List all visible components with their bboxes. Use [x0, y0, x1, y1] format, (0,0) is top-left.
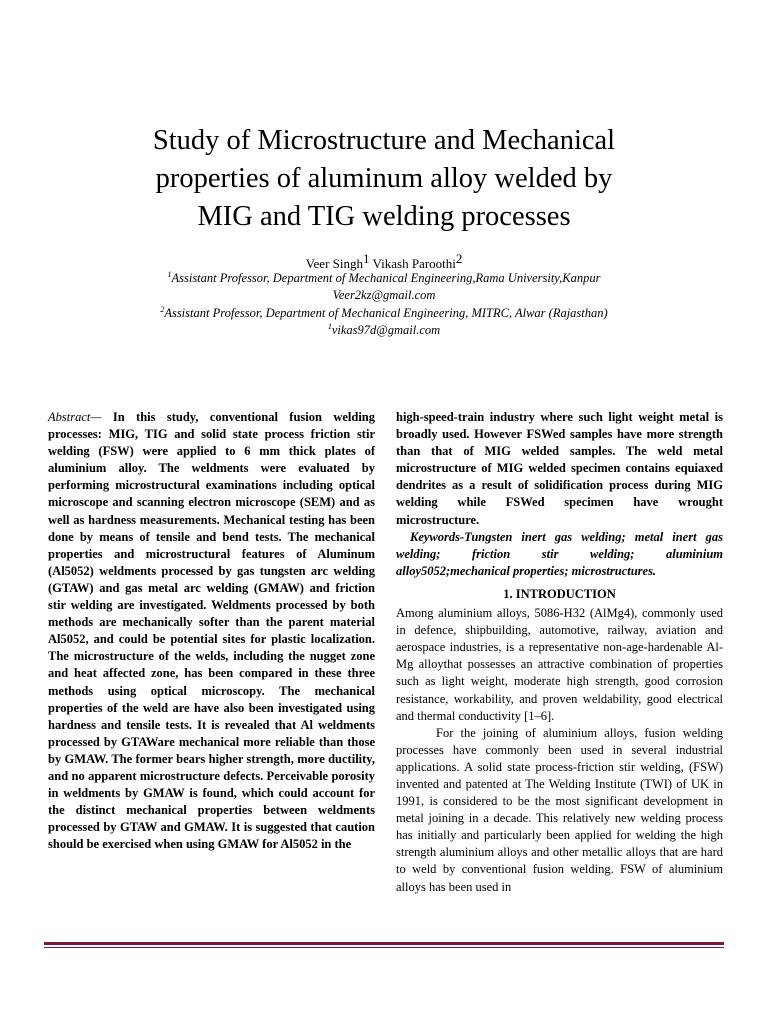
email-text: vikas97d@gmail.com	[331, 323, 441, 337]
abstract-paragraph	[48, 409, 375, 853]
abstract-continuation: high-speed-train industry where such light weight metal is broadly used. However FSWed samples have more strength than that of MIG welded samples. The weld metal microstructure of MIG welded specimen contains equiaxed dendrites as a result of solidification process during MIG welding while FSWed specimen have wrought microstructure.	[396, 410, 723, 527]
affiliation-superscript: 1	[167, 270, 172, 279]
author-superscript: 2	[455, 251, 463, 266]
affiliation-text: Assistant Professor, Department of Mechanical Engineering,Rama University,Kanpur	[171, 271, 601, 285]
footer-rule	[44, 942, 724, 945]
author-name: Vikash Paroothi	[372, 256, 456, 271]
affiliation	[60, 267, 708, 286]
author-name: Veer Singh	[305, 256, 364, 271]
footer-rule-thin	[44, 947, 724, 948]
right-column	[396, 409, 723, 896]
affiliation-superscript: 2	[160, 305, 165, 314]
title-line: MIG and TIG welding processes	[197, 201, 571, 232]
title-line: properties of aluminum alloy welded by	[155, 163, 613, 194]
intro-paragraph-1: Among aluminium alloys, 5086-H32 (AlMg4), commonly used in defence, shipbuilding, automotive, railway, aviation and aerospace industries, is a representative non-age-hardenable Al-Mg alloythat possesses an attractive combination of properties such as light weight, moderate high strength, good corrosion resistance, workability, and proven weldability, good electrical and thermal conductivity [1–6].	[396, 606, 723, 723]
author-email	[60, 287, 708, 303]
affiliation-superscript: 1	[327, 322, 332, 331]
email-text: Veer2kz@gmail.com	[332, 288, 436, 302]
intro-paragraph-2: For the joining of aluminium alloys, fusion welding processes have commonly been used in several industrial applications. A solid state process-friction stir welding, (FSW) invented and patented at The Welding Institute (TWI) of UK in 1991, is considered to be the most significant development in metal joining in a decade. This relatively new welding process has initially and particularly been applied for welding the high strength aluminium alloys and other metallic alloys that are hard to weld by conventional fusion welding. FSW of aluminium alloys has been used in	[396, 725, 723, 894]
section-heading: 1. INTRODUCTION	[503, 586, 616, 601]
author-email	[60, 319, 708, 338]
abstract-label: Abstract—	[48, 410, 102, 424]
affiliation-text: Assistant Professor, Department of Mechanical Engineering, MITRC, Alwar (Rajasthan)	[164, 306, 608, 320]
keywords: Keywords-Tungsten inert gas welding; metal inert gas welding; friction stir welding; aluminium alloy5052;mechanical properties; microstructures.	[396, 529, 723, 578]
abstract-text: In this study, conventional fusion welding processes: MIG, TIG and solid state process friction stir welding (FSW) were applied to 6 mm thick plates of aluminium alloy. The weldments were evaluated by performing microstructural examinations including optical microscope and scanning electron microscope (SEM) and as well as hardness measurements. Mechanical testing has been done by means of tensile and bend tests. The mechanical properties and microstructural features of Aluminum (Al5052) weldments processed by gas tungsten arc welding (GTAW) and gas metal arc welding (GMAW) and friction stir welding are investigated. Weldments processed by both methods are mechanically softer than the parent material Al5052, and could be potential sites for plastic localization. The microstructure of the welds, including the nugget zone and heat affected zone, has been compared in these three methods using optical microscopy. The mechanical properties of the weld are have also been investigated using hardness and tensile tests. It is revealed that Al weldments processed by GTAWare mechanical more reliable than those by GMAW. The former bears higher strength, more ductility, and no apparent microstructure defects. Perceivable porosity in weldments by GMAW is found, which could account for the distinct mechanical properties between weldments processed by GTAW and GMAW. It is suggested that caution should be exercised when using GMAW for Al5052 in the	[48, 410, 375, 852]
paper-title	[60, 122, 708, 236]
title-line: Study of Microstructure and Mechanical	[152, 125, 616, 156]
left-column	[48, 409, 375, 853]
author-superscript: 1	[363, 251, 370, 266]
